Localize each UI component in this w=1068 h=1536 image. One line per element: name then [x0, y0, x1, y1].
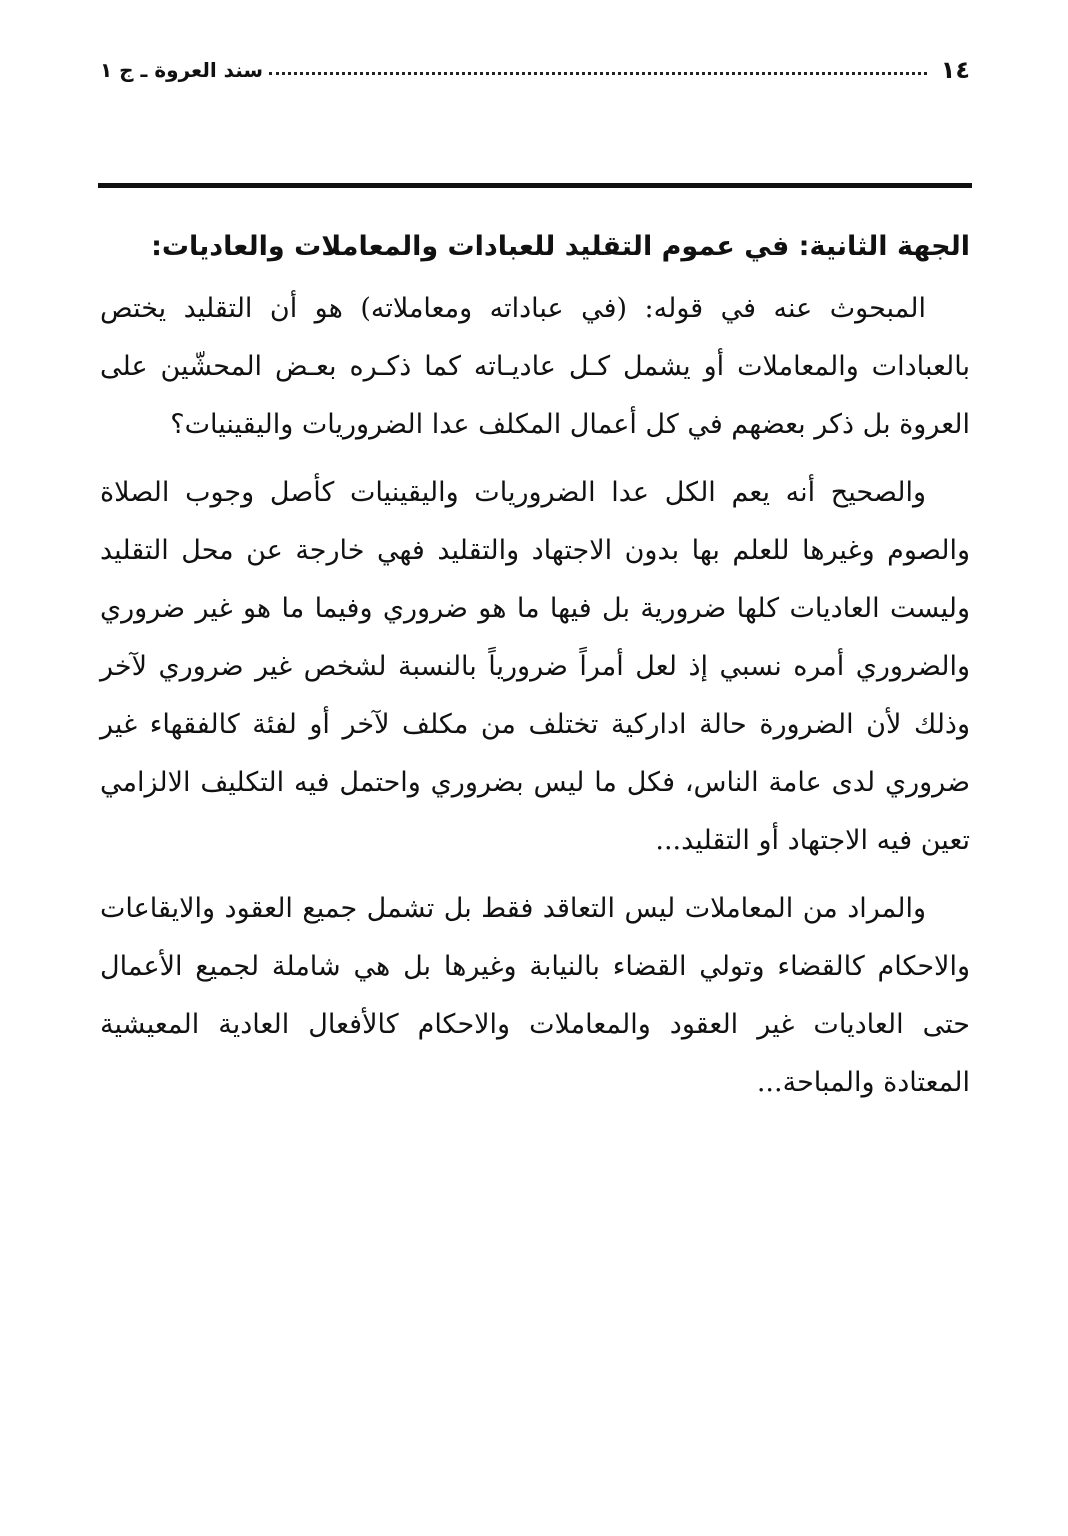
paragraph-2: والصحيح أنه يعم الكل عدا الضروريات واليقينيات كأصل وجوب الصلاة والصوم وغيرها للعلم بها بدون الاجتهاد والتقليد فهي خارجة عن محل التقليد وليست العاديات كلها ضرورية بل فيها ما هو ضروري وفيما ما هو غير ضروري والضروري أمره نسبي إذ لعل أمراً ضرورياً بالنسبة لشخص غير ضروري لآخر وذلك لأن الضرورة حالة اداركية تختلف من مكلف لآخر أو لفئة كالفقهاء غير ضروري لدى عامة الناس، فكل ما ليس بضروري واحتمل فيه التكليف الالزامي تعين فيه الاجتهاد أو التقليد...: [100, 477, 970, 856]
paragraph-1: المبحوث عنه في قوله: (في عباداته ومعاملاته) هو أن التقليد يختص بالعبادات والمعاملات أو يشمل كـل عاديـاته كما ذكـره بعـض المحشّين على العروة بل ذكر بعضهم في كل أعمال المكلف عدا الضروريات واليقينيات؟: [100, 293, 970, 440]
paragraph-3: والمراد من المعاملات ليس التعاقد فقط بل تشمل جميع العقود والايقاعات والاحكام كالقضاء وتولي القضاء بالنيابة وغيرها بل هي شاملة لجميع الأعمال حتى العاديات غير العقود والمعاملات والاحكام كالأفعال العادية المعيشية المعتادة والمباحة...: [100, 893, 970, 1098]
header-leader-dots: [269, 72, 927, 75]
header-divider: [98, 183, 972, 188]
section-heading: الجهة الثانية: في عموم التقليد للعبادات والمعاملات والعاديات:: [151, 231, 970, 262]
page-body: [100, 222, 970, 1122]
page-number: ١٤: [940, 56, 970, 84]
running-header: [100, 50, 970, 90]
book-title: سند العروة ـ ج ١: [100, 58, 264, 82]
